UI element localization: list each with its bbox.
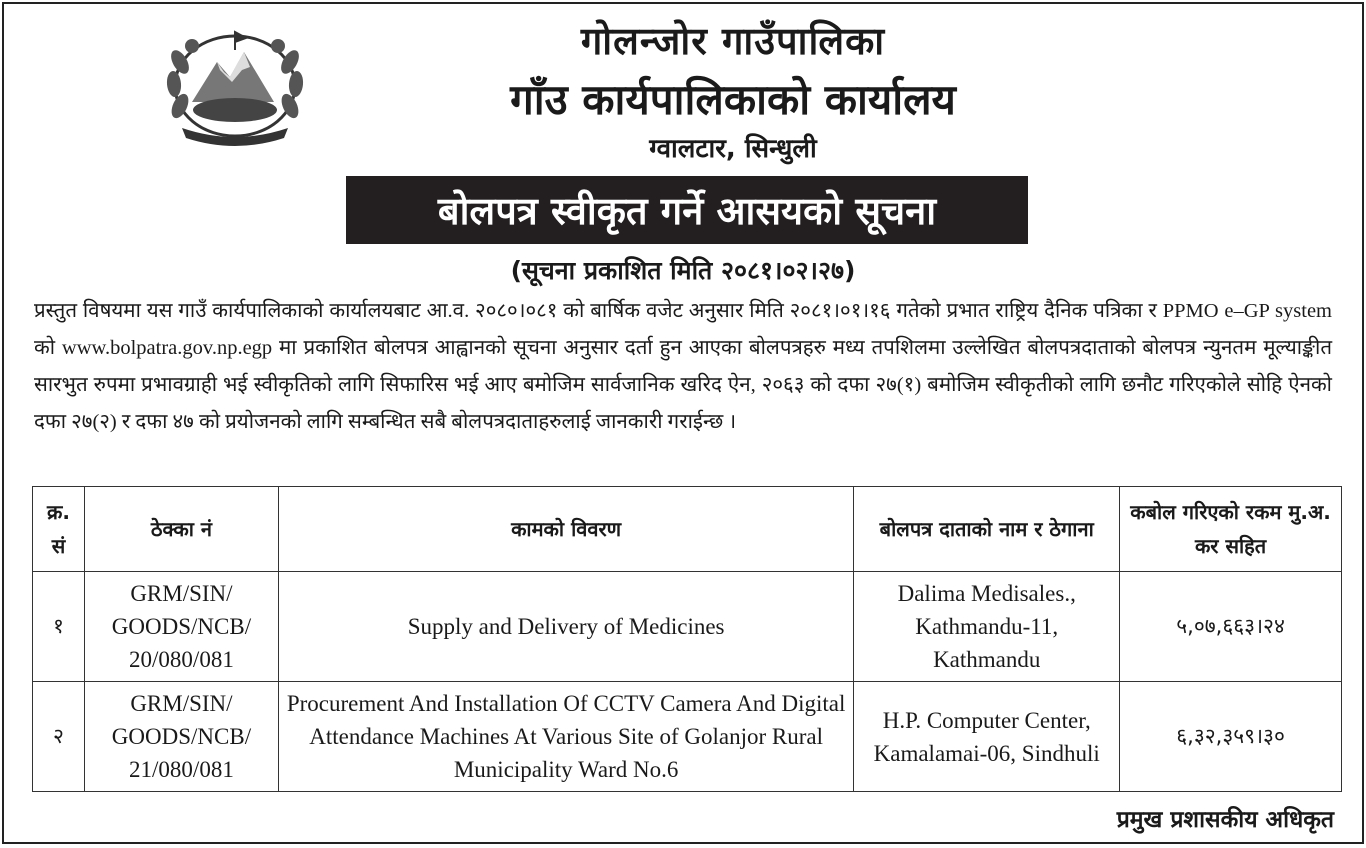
table-row — [33, 572, 1342, 682]
header-description: कामको विवरण — [278, 487, 853, 572]
office-name: गाँउ कार्यपालिकाको कार्यालय — [510, 75, 956, 124]
cell-description: Procurement And Installation Of CCTV Camera And Digital Attendance Machines At Various Site of Golanjor Rural Municipality Ward No.6 — [278, 682, 853, 792]
nepal-government-emblem — [162, 22, 308, 148]
cell-contract-no: GRM/SIN/ GOODS/NCB/ 21/080/081 — [84, 682, 278, 792]
notice-page — [2, 2, 1364, 844]
notice-body: प्रस्तुत विषयमा यस गाउँ कार्यपालिकाको कार्यालयबाट आ.व. २०८०।०८१ को बार्षिक वजेट अनुसार मिति २०८१।०१।१६ गतेको प्रभात राष्ट्रिय दैनिक पत्रिका र PPMO e–GP system को www.bolpatra.gov.np.egp मा प्रकाशित बोलपत्र आह्वानको सूचना अनुसार दर्ता हुन आएका बोलपत्रहरु मध्य तपशिलमा उल्लेखित बोलपत्रदाताको बोलपत्र न्युनतम मूल्याङ्कीत सारभुत रुपमा प्रभावग्राही भई स्वीकृतिको लागि सिफारिस भई आए बमोजिम सार्वजानिक खरिद ऐन, २०६३ को दफा २७(१) बमोजिम स्वीकृतीको लागि छनौट गरिएकोले सोहि ऐनको दफा २७(२) र दफा ४७ को प्रयोजनको लागि सम्बन्धित सबै बोलपत्रदाताहरुलाई जानकारी गराईन्छ । — [34, 300, 1332, 433]
cell-amount: ६,३२,३५९।३० — [1120, 682, 1342, 792]
notice-title: बोलपत्र स्वीकृत गर्ने आसयको सूचना — [437, 189, 937, 233]
table-header-row — [33, 487, 1342, 572]
notice-title-banner — [346, 176, 1028, 244]
cell-bidder: Dalima Medisales., Kathmandu-11, Kathmandu — [854, 572, 1120, 682]
signatory-title: प्रमुख प्रशासकीय अधिकृत — [1116, 807, 1334, 833]
award-table — [32, 486, 1342, 792]
cell-sn: २ — [33, 682, 85, 792]
cell-sn: १ — [33, 572, 85, 682]
cell-bidder: H.P. Computer Center, Kamalamai-06, Sindhuli — [854, 682, 1120, 792]
cell-amount: ५,०७,६६३।२४ — [1120, 572, 1342, 682]
header-amount: कबोल गरिएको रकम मु.अ. कर सहित — [1120, 487, 1342, 572]
header-bidder: बोलपत्र दाताको नाम र ठेगाना — [854, 487, 1120, 572]
office-address: ग्वालटार, सिन्धुली — [649, 134, 817, 164]
header-sn: क्र. सं — [33, 487, 85, 572]
header-contract-no: ठेक्का नं — [84, 487, 278, 572]
municipality-name: गोलन्जोर गाउँपालिका — [580, 19, 886, 63]
published-date: (सूचना प्रकाशित मिति २०८१।०२।२७) — [510, 256, 856, 285]
cell-description: Supply and Delivery of Medicines — [278, 572, 853, 682]
cell-contract-no: GRM/SIN/ GOODS/NCB/ 20/080/081 — [84, 572, 278, 682]
table-row — [33, 682, 1342, 792]
